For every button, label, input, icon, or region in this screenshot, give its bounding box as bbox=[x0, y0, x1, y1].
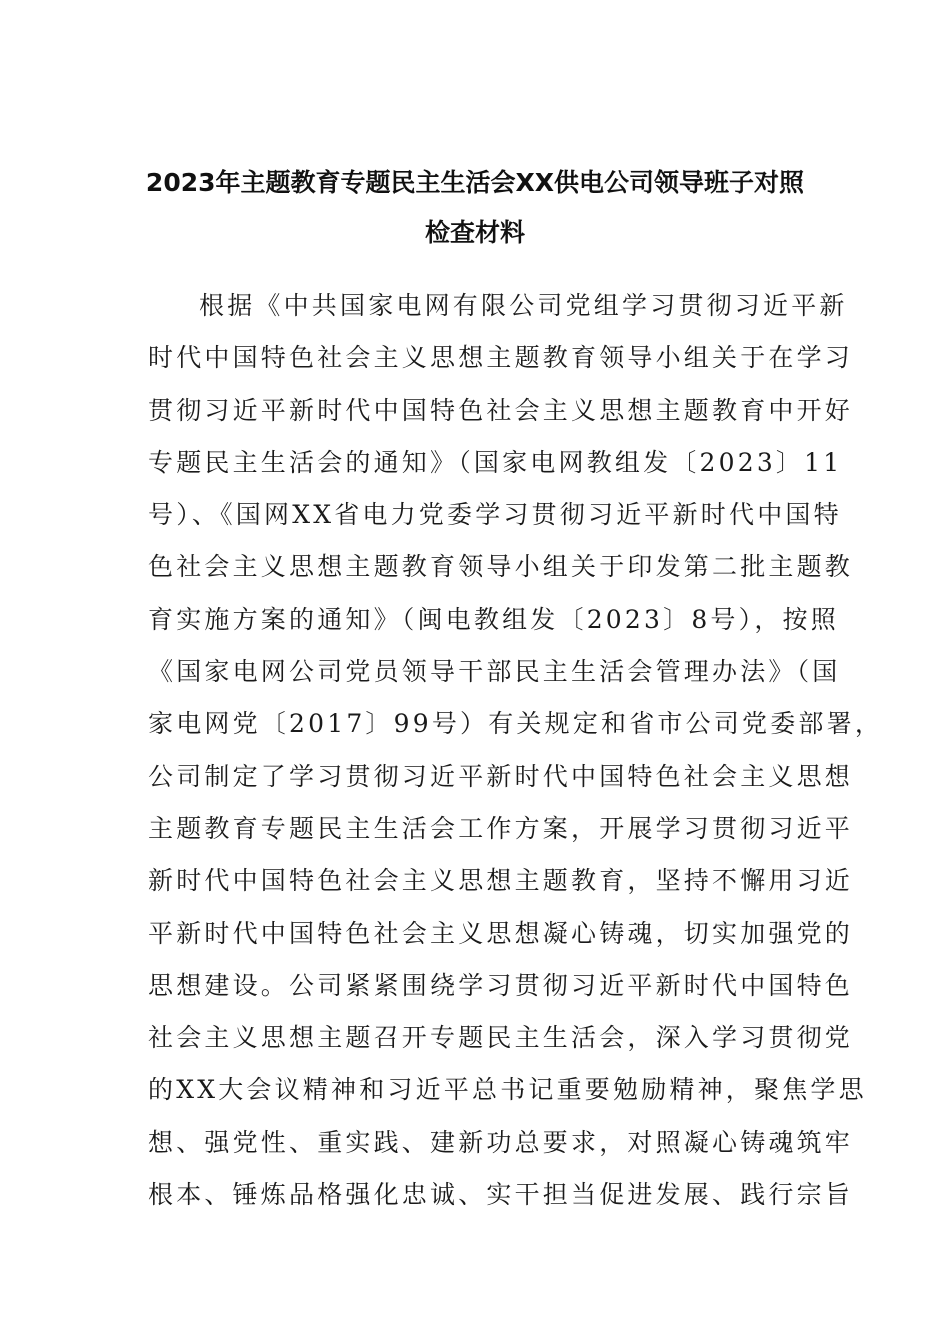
body-line: 时代中国特色社会主义思想主题教育领导小组关于在学习 bbox=[148, 343, 854, 373]
document-title-line-2: 检查材料 bbox=[424, 218, 525, 247]
body-line: 想、强党性、重实践、建新功总要求，对照凝心铸魂筑牢 bbox=[148, 1127, 854, 1157]
body-line: 育实施方案的通知》（闽电教组发〔2023〕8号），按照 bbox=[148, 604, 839, 634]
body-line: 思想建设。公司紧紧围绕学习贯彻习近平新时代中国特色 bbox=[148, 970, 854, 1000]
body-line: 号）、《国网XX省电力党委学习贯彻习近平新时代中国特 bbox=[148, 500, 842, 530]
body-line: 根据《中共国家电网有限公司党组学习贯彻习近平新 bbox=[199, 291, 848, 320]
body-line: 平新时代中国特色社会主义思想凝心铸魂，切实加强党的 bbox=[148, 918, 854, 948]
body-line: 《国家电网公司党员领导干部民主生活会管理办法》（国 bbox=[148, 657, 841, 687]
body-line: 色社会主义思想主题教育领导小组关于印发第二批主题教 bbox=[148, 552, 854, 582]
body-line: 根本、锤炼品格强化忠诚、实干担当促进发展、践行宗旨 bbox=[148, 1180, 854, 1210]
body-paragraph bbox=[148, 280, 884, 1221]
body-line: 新时代中国特色社会主义思想主题教育，坚持不懈用习近 bbox=[148, 866, 854, 896]
body-line: 公司制定了学习贯彻习近平新时代中国特色社会主义思想 bbox=[148, 761, 854, 791]
body-line: 主题教育专题民主生活会工作方案，开展学习贯彻习近平 bbox=[148, 813, 854, 843]
document-title-line-1: 2023年主题教育专题民主生活会XX供电公司领导班子对照 bbox=[145, 168, 805, 197]
body-line: 专题民主生活会的通知》（国家电网教组发〔2023〕11 bbox=[148, 447, 843, 477]
body-line: 社会主义思想主题召开专题民主生活会，深入学习贯彻党 bbox=[148, 1023, 854, 1053]
body-line: 家电网党〔2017〕99号）有关规定和省市公司党委部署， bbox=[148, 709, 884, 739]
body-line: 的XX大会议精神和习近平总书记重要勉励精神，聚焦学思 bbox=[148, 1075, 867, 1105]
body-line: 贯彻习近平新时代中国特色社会主义思想主题教育中开好 bbox=[148, 395, 854, 425]
